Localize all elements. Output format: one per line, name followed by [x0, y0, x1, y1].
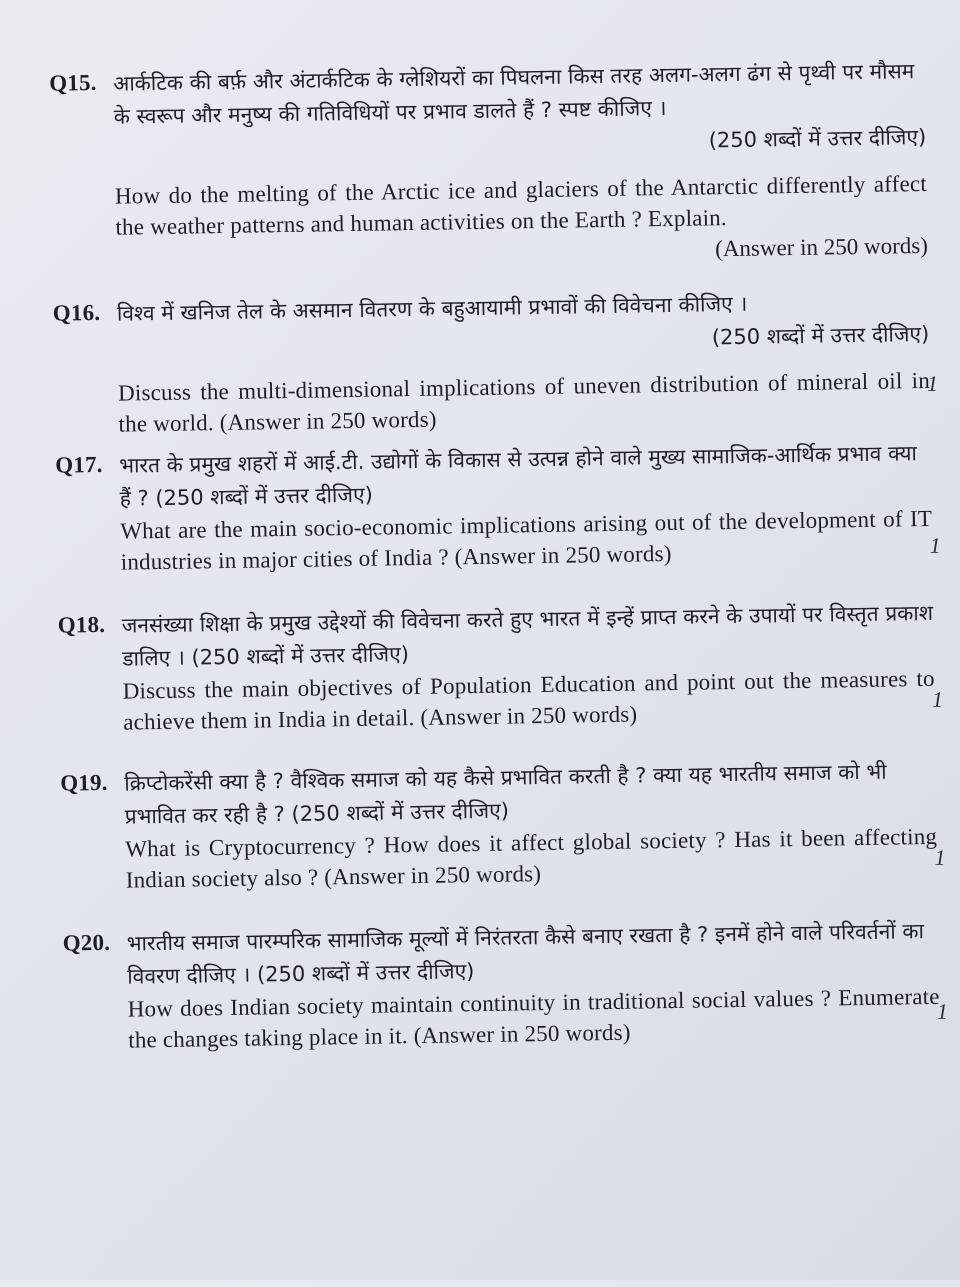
margin-mark: 1: [936, 998, 949, 1024]
question-number: Q17.: [55, 451, 103, 478]
question-number: Q16.: [52, 299, 101, 326]
question-text-english: Discuss the main objectives of Population Education and point out the measures to achieve them in India in detail. (Answer in 250 words): [122, 665, 935, 735]
question-text-english: How do the melting of the Arctic ice and glaciers of the Antarctic differently affect the weather patterns and human activities on the Earth ? Explain.: [114, 170, 928, 240]
question-19: [59, 755, 946, 893]
question-text-hindi: भारत के प्रमुख शहरों में आई.टी. उद्योगों के विकास से उत्पन्न होने वाले मुख्य सामाजिक-आर्थिक प्रभाव क्या हैं ? (250 शब्दों में उत्तर दीजिए): [119, 441, 918, 511]
question-17: [55, 437, 941, 575]
question-body: [121, 597, 935, 738]
question-number: Q15.: [49, 69, 97, 96]
question-18: [57, 597, 944, 735]
question-number: Q20.: [62, 929, 111, 956]
question-15: [49, 55, 929, 262]
question-text-hindi: विश्व में खनिज तेल के असमान वितरण के बहुआयामी प्रभावों की विवेचना कीजिए ।: [116, 291, 748, 326]
question-body: [126, 915, 940, 1056]
margin-mark: 1: [929, 532, 941, 558]
question-text-hindi: आर्कटिक की बर्फ़ और अंटार्कटिक के ग्लेशियरों का पिघलना किस तरह अलग-अलग ढंग से पृथ्वी पर मौसम के स्वरूप और मनुष्य की गतिविधियों पर प्रभाव डालते हैं ? स्पष्ट कीजिए ।: [113, 59, 915, 129]
question-text-english: Discuss the multi-dimensional implications of uneven distribution of mineral oil in the world. (Answer in 250 words): [117, 367, 931, 437]
question-number: Q18.: [57, 611, 106, 638]
question-body: [117, 285, 931, 440]
word-limit-hindi: (250 शब्दों में उत्तर दीजिए): [708, 124, 927, 153]
question-text-english: What is Cryptocurrency ? How does it affect global society ? Has it been affecting Indian society also ? (Answer in 250 words): [125, 823, 938, 893]
question-text-english: How does Indian society maintain continuity in traditional social values ? Enumerate the changes taking place in it. (Answer in 250 words): [127, 983, 940, 1053]
word-limit-english: (Answer in 250 words): [714, 232, 929, 262]
question-text-hindi: क्रिप्टोकरेंसी क्या है ? वैश्विक समाज को यह कैसे प्रभावित करती है ? क्या यह भारतीय समाज को भी प्रभावित कर रही है ? (250 शब्दों में उत्तर दीजिए): [124, 759, 887, 829]
word-limit-hindi: (250 शब्दों में उत्तर दीजिए): [711, 321, 930, 350]
question-text-hindi: जनसंख्या शिक्षा के प्रमुख उद्देश्यों की विवेचना करते हुए भारत में इन्हें प्राप्त करने के उपायों पर विस्तृत प्रकाश डालिए । (250 शब्दों में उत्तर दीजिए): [121, 600, 934, 671]
margin-mark: 1: [931, 686, 944, 712]
question-body: [124, 755, 938, 896]
question-20: [62, 915, 949, 1053]
question-number: Q19.: [59, 769, 108, 796]
question-text-hindi: भारतीय समाज पारम्परिक सामाजिक मूल्यों में निरंतरता कैसे बनाए रखता है ? इनमें होने वाले परिवर्तनों का विवरण दीजिए । (250 शब्दों में उत्तर दीजिए): [126, 919, 925, 989]
question-body: [119, 437, 933, 578]
question-body: [113, 55, 928, 274]
margin-mark: 1: [926, 370, 939, 396]
margin-mark: 1: [934, 844, 946, 870]
question-16: [52, 285, 939, 437]
question-text-english: What are the main socio-economic implications arising out of the development of IT industries in major cities of India ? (Answer in 250 words): [120, 505, 933, 575]
